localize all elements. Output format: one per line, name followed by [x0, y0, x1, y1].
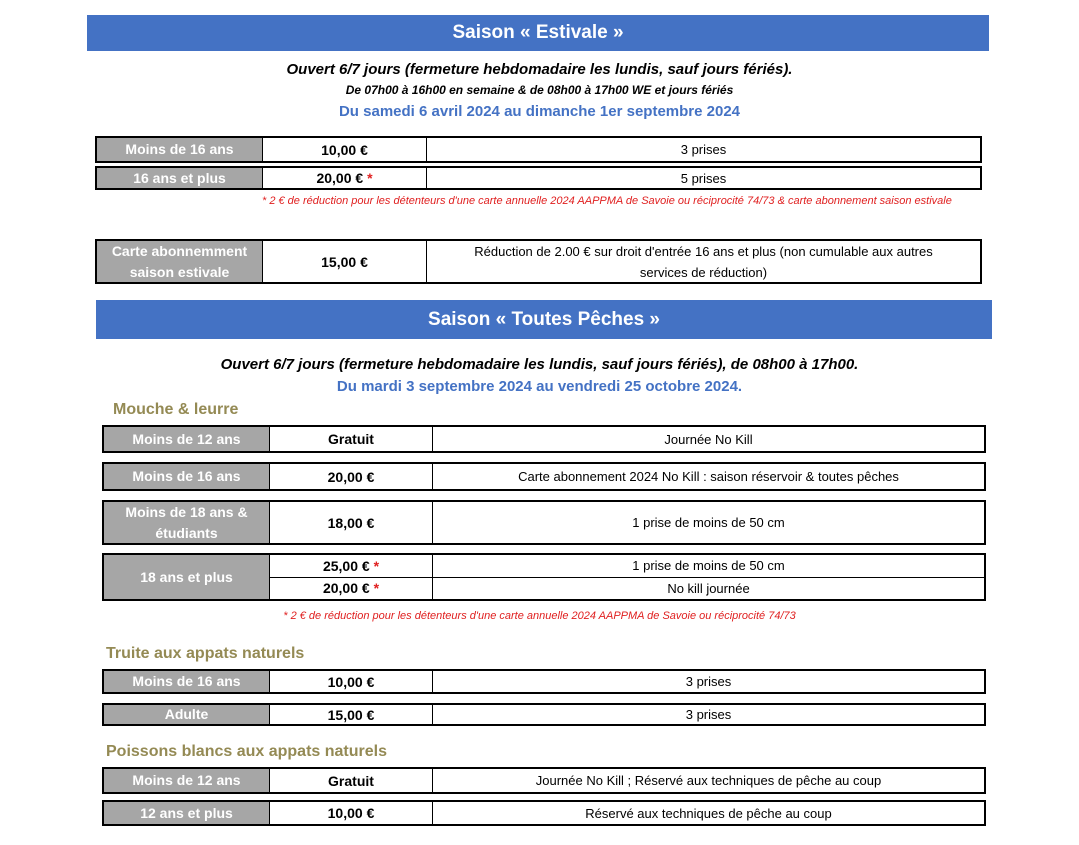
row-description: Journée No Kill ; Réservé aux techniques de pêche au coup	[535, 773, 882, 788]
row-label: Moins de 16 ans	[97, 138, 263, 161]
estivale-reduction-note: * 2 € de réduction pour les détenteurs d'une carte annuelle 2024 AAPPMA de Savoie ou réciprocité 74/73 & carte abonnement saison estivale	[262, 195, 952, 207]
row-price	[270, 502, 433, 543]
row-description: 5 prises	[680, 170, 727, 186]
toutes-dates: Du mardi 3 septembre 2024 au vendredi 25 octobre 2024.	[336, 378, 743, 395]
adult-line-1	[270, 555, 984, 577]
row-price	[270, 555, 433, 577]
row-price	[270, 427, 433, 451]
row-price	[270, 769, 433, 792]
row-label: 16 ans et plus	[97, 168, 263, 188]
section-title-mouche: Mouche & leurre	[113, 401, 239, 418]
estivale-dates: Du samedi 6 avril 2024 au dimanche 1er septembre 2024	[338, 103, 741, 120]
poissons-row-moins-12	[102, 767, 986, 794]
row-label: Adulte	[104, 705, 270, 724]
row-label: Carte abonnemment saison estivale	[97, 241, 263, 282]
price-value: 10,00 €	[327, 805, 375, 821]
price-value: 18,00 €	[327, 514, 375, 531]
row-price	[270, 464, 433, 489]
row-price	[263, 241, 427, 282]
adult-price-lines	[270, 555, 984, 599]
mouche-row-18-plus	[102, 553, 986, 601]
mouche-row-moins-16	[102, 462, 986, 491]
price-value: 20,00 €	[316, 170, 364, 186]
row-label: Moins de 18 ans & étudiants	[104, 502, 270, 543]
mouche-reduction-note: * 2 € de réduction pour les détenteurs d'une carte annuelle 2024 AAPPMA de Savoie ou réciprocité 74/73	[283, 610, 796, 622]
row-description: 3 prises	[685, 707, 732, 722]
row-description: No kill journée	[667, 580, 750, 596]
mouche-row-moins-12	[102, 425, 986, 453]
price-value: Gratuit	[328, 772, 374, 789]
row-description: Réduction de 2.00 € sur droit d'entrée 16 ans et plus (non cumulable aux autres services de réduction)	[474, 243, 933, 280]
truite-row-adulte	[102, 703, 986, 726]
row-label: Moins de 16 ans	[104, 671, 270, 692]
asterisk: *	[373, 557, 380, 574]
truite-row-moins-16	[102, 669, 986, 694]
price-value: 15,00 €	[327, 706, 375, 723]
row-label: 12 ans et plus	[104, 802, 270, 824]
row-price	[263, 168, 427, 188]
row-description: Journée No Kill	[664, 431, 753, 447]
price-value: 10,00 €	[327, 673, 375, 690]
estivale-title: Saison « Estivale »	[452, 22, 624, 43]
row-description: 3 prises	[680, 142, 727, 157]
price-value: 15,00 €	[321, 253, 368, 270]
estivale-row-abonnement	[95, 239, 982, 284]
section-title-poissons: Poissons blancs aux appats naturels	[106, 743, 387, 760]
row-label: Moins de 12 ans	[104, 769, 270, 792]
row-price	[270, 671, 433, 692]
row-label: 18 ans et plus	[104, 555, 270, 599]
estivale-row-moins-16	[95, 136, 982, 163]
row-description: Carte abonnement 2024 No Kill : saison réservoir & toutes pêches	[518, 469, 899, 484]
row-description: 3 prises	[685, 674, 732, 689]
toutes-peches-banner	[96, 300, 992, 339]
estivale-row-16-plus	[95, 166, 982, 190]
poissons-row-12-plus	[102, 800, 986, 826]
toutes-peches-title: Saison « Toutes Pêches »	[428, 308, 660, 330]
row-price	[270, 578, 433, 600]
row-price	[270, 705, 433, 724]
price-value: 20,00 €	[327, 468, 375, 485]
row-description: 1 prise de moins de 50 cm	[632, 558, 785, 574]
row-description: 1 prise de moins de 50 cm	[632, 515, 785, 530]
row-price	[270, 802, 433, 824]
price-value: 25,00 €	[322, 557, 370, 574]
row-price	[263, 138, 427, 161]
asterisk: *	[373, 580, 380, 597]
price-value: 20,00 €	[322, 580, 370, 597]
price-value: Gratuit	[328, 431, 374, 447]
toutes-opening-line: Ouvert 6/7 jours (fermeture hebdomadaire les lundis, sauf jours fériés), de 08h00 à 17h00.	[220, 356, 859, 373]
row-label: Moins de 12 ans	[104, 427, 270, 451]
price-value: 10,00 €	[321, 141, 368, 158]
row-label: Moins de 16 ans	[104, 464, 270, 489]
section-title-truite: Truite aux appats naturels	[106, 645, 305, 662]
adult-line-2	[270, 577, 984, 600]
estivale-banner	[87, 15, 989, 51]
estivale-hours-line: De 07h00 à 16h00 en semaine & de 08h00 à 17h00 WE et jours fériés	[345, 83, 734, 97]
mouche-row-moins-18	[102, 500, 986, 545]
row-description: Réservé aux techniques de pêche au coup	[585, 805, 832, 821]
asterisk: *	[367, 170, 373, 186]
estivale-opening-line: Ouvert 6/7 jours (fermeture hebdomadaire les lundis, sauf jours fériés).	[286, 61, 793, 78]
